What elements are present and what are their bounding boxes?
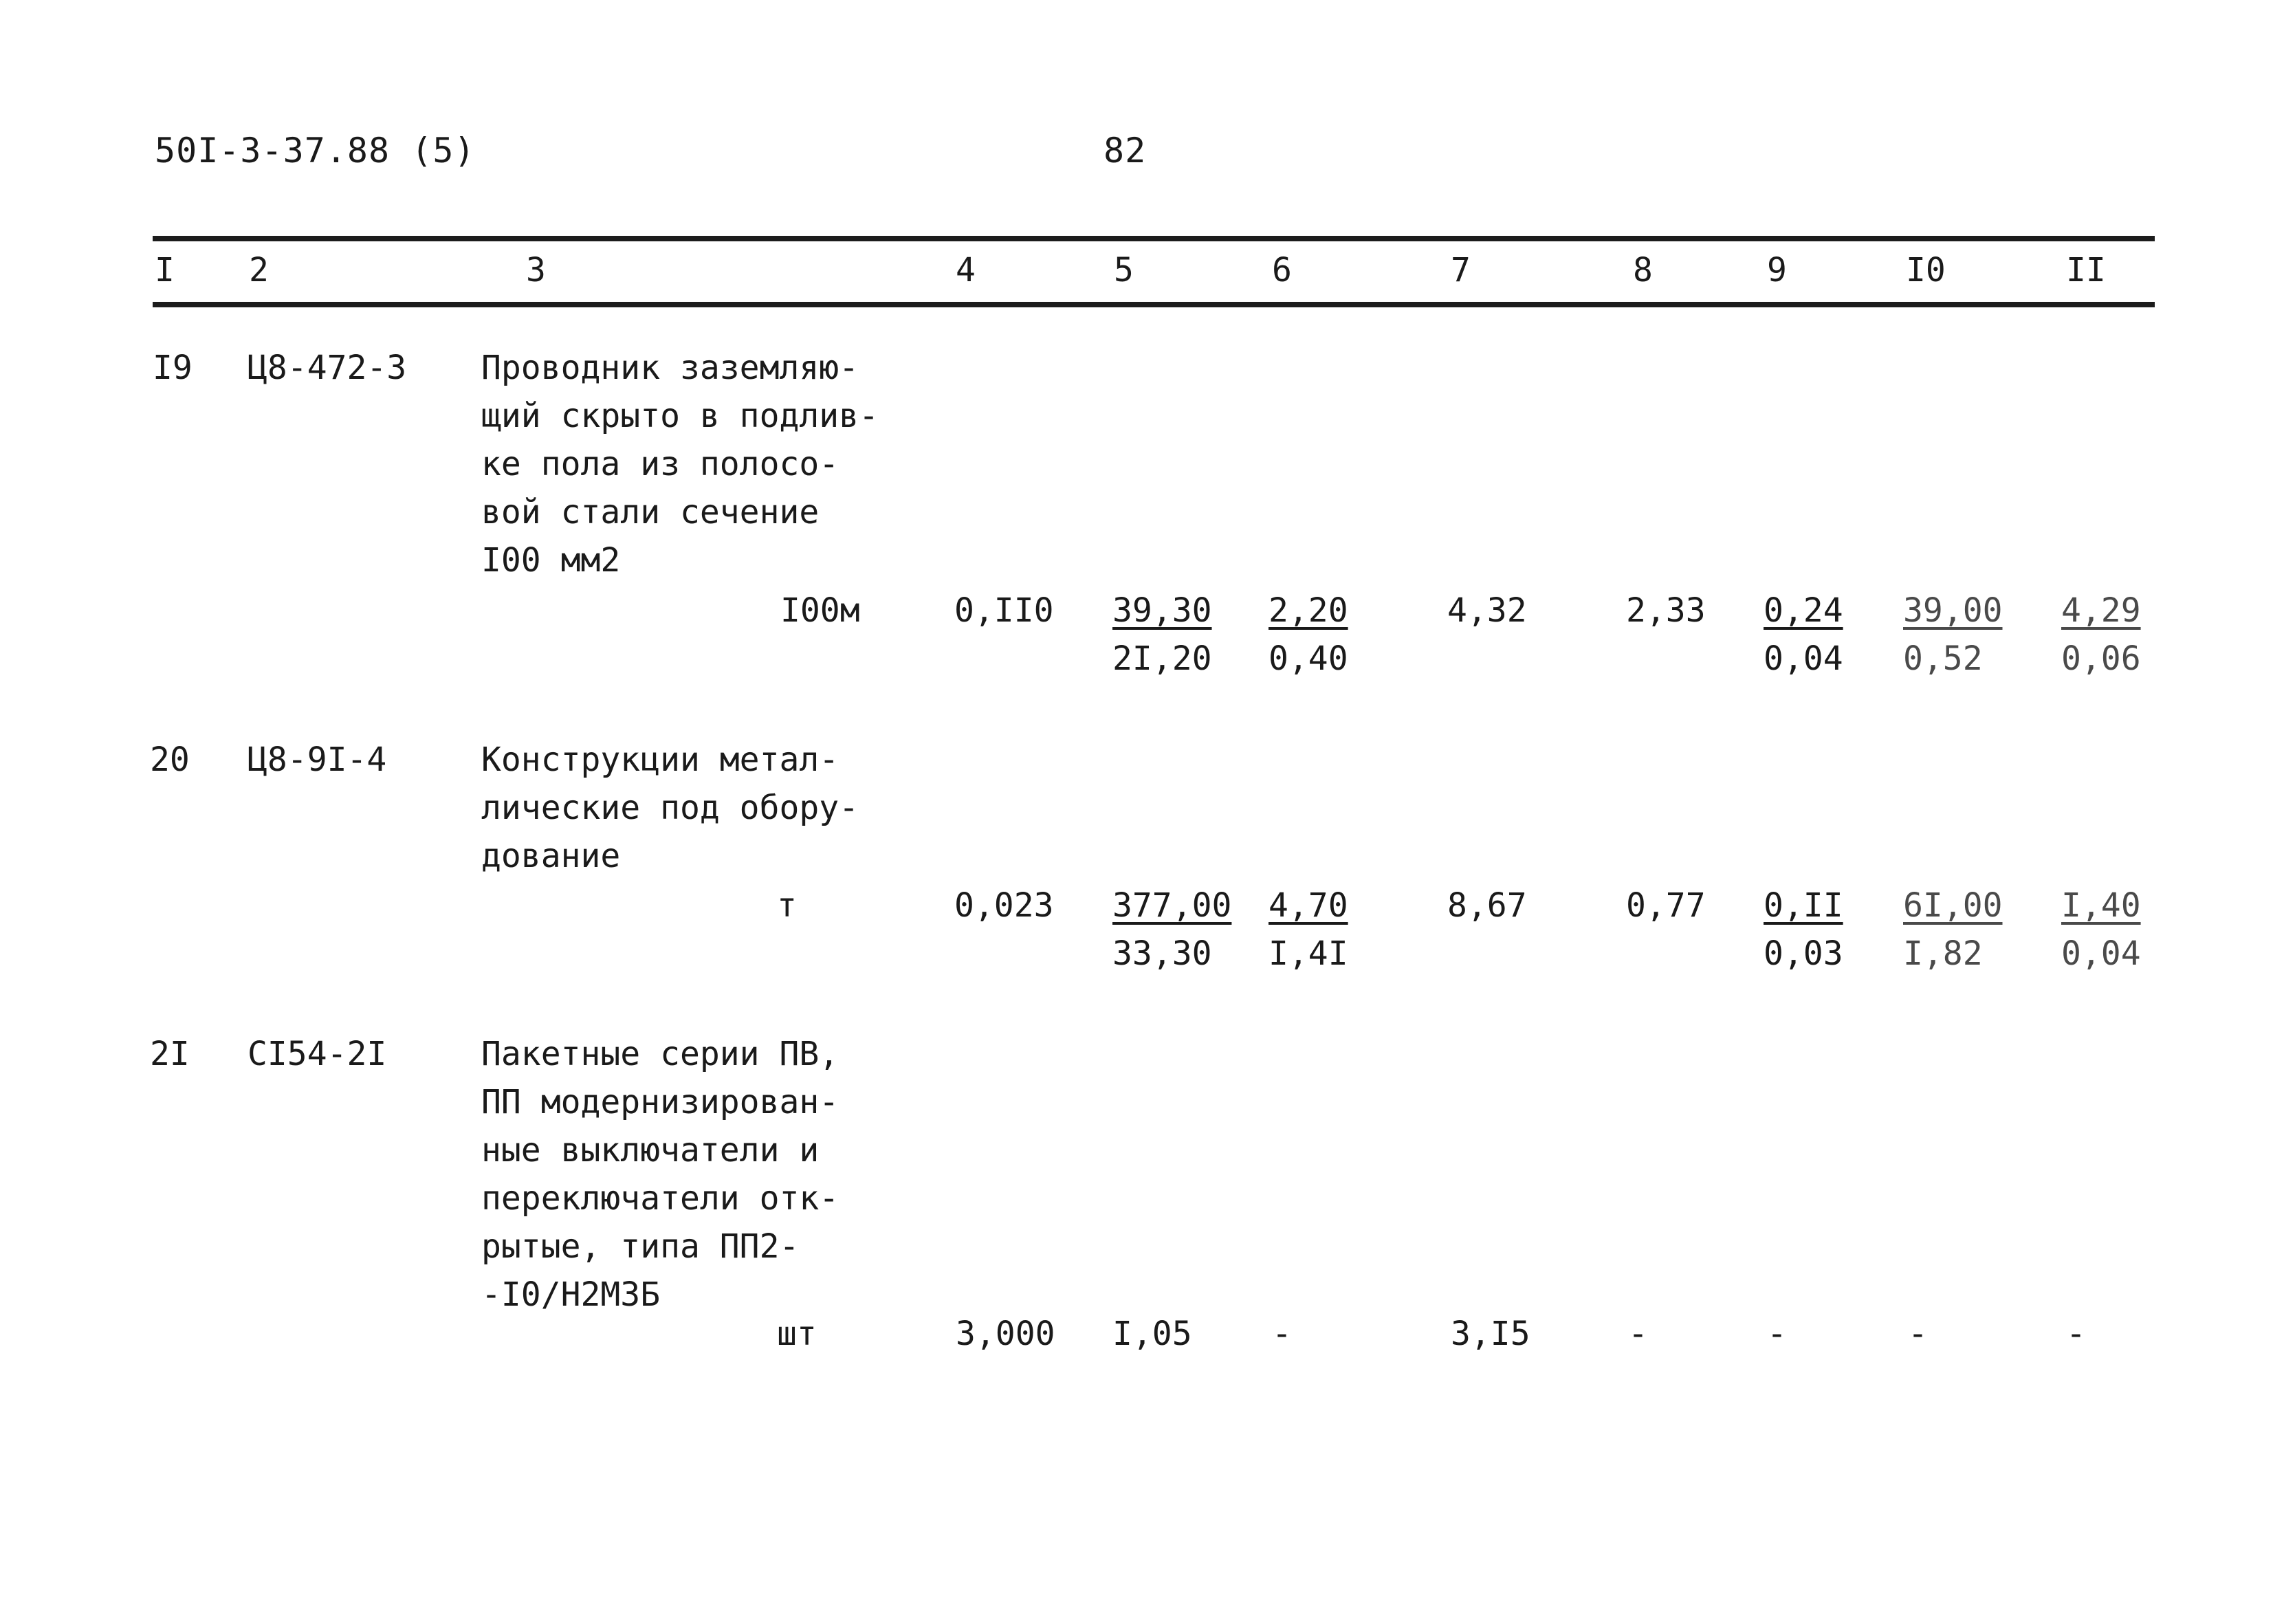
work-description: Конструкции метал- лические под обору- дование xyxy=(481,740,859,875)
quantity: 0,II0 xyxy=(954,591,1054,630)
col9-top-value: 0,II xyxy=(1764,886,1843,925)
col5-top-value: 39,30 xyxy=(1112,591,1212,630)
col9-bottom-value: 0,03 xyxy=(1764,934,1843,973)
column-header-3: 3 xyxy=(526,251,546,289)
col11-bottom-value: 0,04 xyxy=(2061,934,2141,973)
col11-top-value: 4,29 xyxy=(2061,591,2141,630)
price-code: Ц8-9I-4 xyxy=(248,740,387,779)
column-header-5: 5 xyxy=(1114,251,1134,289)
column-header-10: I0 xyxy=(1906,251,1946,289)
work-description: Проводник заземляю- щий скрыто в подлив- ке пола из полосо- вой стали сечение I00 мм2 xyxy=(481,349,879,580)
value-col10 xyxy=(1903,586,2003,683)
value-col11 xyxy=(2061,586,2141,683)
total-col7: 8,67 xyxy=(1447,886,1527,925)
price-code: Ц8-472-3 xyxy=(248,349,407,387)
total-col7: 4,32 xyxy=(1447,591,1527,630)
column-header-8: 8 xyxy=(1633,251,1653,289)
value-col11: - xyxy=(2066,1315,2086,1353)
col5-bottom-value: 2I,20 xyxy=(1112,639,1212,678)
row-number: 2I xyxy=(150,1035,190,1073)
column-header-9: 9 xyxy=(1767,251,1787,289)
quantity: 0,023 xyxy=(954,886,1054,925)
value-col9: - xyxy=(1767,1315,1787,1353)
column-header-4: 4 xyxy=(956,251,976,289)
unit-cost-col6 xyxy=(1269,586,1348,683)
value-col10: - xyxy=(1908,1315,1928,1353)
col11-bottom-value: 0,06 xyxy=(2061,639,2141,678)
total-col8: - xyxy=(1628,1315,1648,1353)
col10-bottom-value: 0,52 xyxy=(1903,639,1983,678)
column-header-6: 6 xyxy=(1272,251,1292,289)
col9-top-value: 0,24 xyxy=(1764,591,1843,630)
unit: I00м xyxy=(780,591,860,630)
row-number: I9 xyxy=(153,349,193,387)
col10-top-value: 39,00 xyxy=(1903,591,2003,630)
col10-bottom-value: I,82 xyxy=(1903,934,1983,973)
quantity: 3,000 xyxy=(956,1315,1055,1353)
unit-cost-col5 xyxy=(1112,881,1231,978)
work-description: Пакетные серии ПВ, ПП модернизирован- ные выключатели и переключатели отк- рытые, типа ПП2- -I0/Н2М3Б xyxy=(481,1035,839,1314)
col9-bottom-value: 0,04 xyxy=(1764,639,1843,678)
col5-top-value: 377,00 xyxy=(1112,886,1232,925)
total-col8: 0,77 xyxy=(1626,886,1706,925)
unit: шт xyxy=(777,1315,817,1353)
unit-cost-col6 xyxy=(1269,881,1348,978)
column-header-2: 2 xyxy=(249,251,269,289)
total-col7: 3,I5 xyxy=(1451,1315,1530,1353)
column-header-7: 7 xyxy=(1451,251,1471,289)
column-header-1: I xyxy=(155,251,175,289)
col11-top-value: I,40 xyxy=(2061,886,2141,925)
table-header-rule xyxy=(153,302,2155,307)
unit: т xyxy=(777,886,797,925)
column-header-11: II xyxy=(2066,251,2106,289)
unit-cost-col6: - xyxy=(1272,1315,1292,1353)
value-col9 xyxy=(1764,881,1843,978)
unit-cost-col5 xyxy=(1112,586,1212,683)
price-code: CI54-2I xyxy=(248,1035,387,1073)
col6-bottom-value: 0,40 xyxy=(1269,639,1348,678)
col5-bottom-value: 33,30 xyxy=(1112,934,1212,973)
value-col10 xyxy=(1903,881,2003,978)
total-col8: 2,33 xyxy=(1626,591,1706,630)
col6-top-value: 4,70 xyxy=(1269,886,1348,925)
table-top-rule xyxy=(153,236,2155,241)
page-number: 82 xyxy=(1103,131,1147,171)
unit-cost-col5: I,05 xyxy=(1112,1315,1192,1353)
col6-bottom-value: I,4I xyxy=(1269,934,1348,973)
col10-top-value: 6I,00 xyxy=(1903,886,2003,925)
document-code: 50I-3-37.88 (5) xyxy=(155,131,476,171)
value-col11 xyxy=(2061,881,2141,978)
value-col9 xyxy=(1764,586,1843,683)
row-number: 20 xyxy=(150,740,190,779)
col6-top-value: 2,20 xyxy=(1269,591,1348,630)
